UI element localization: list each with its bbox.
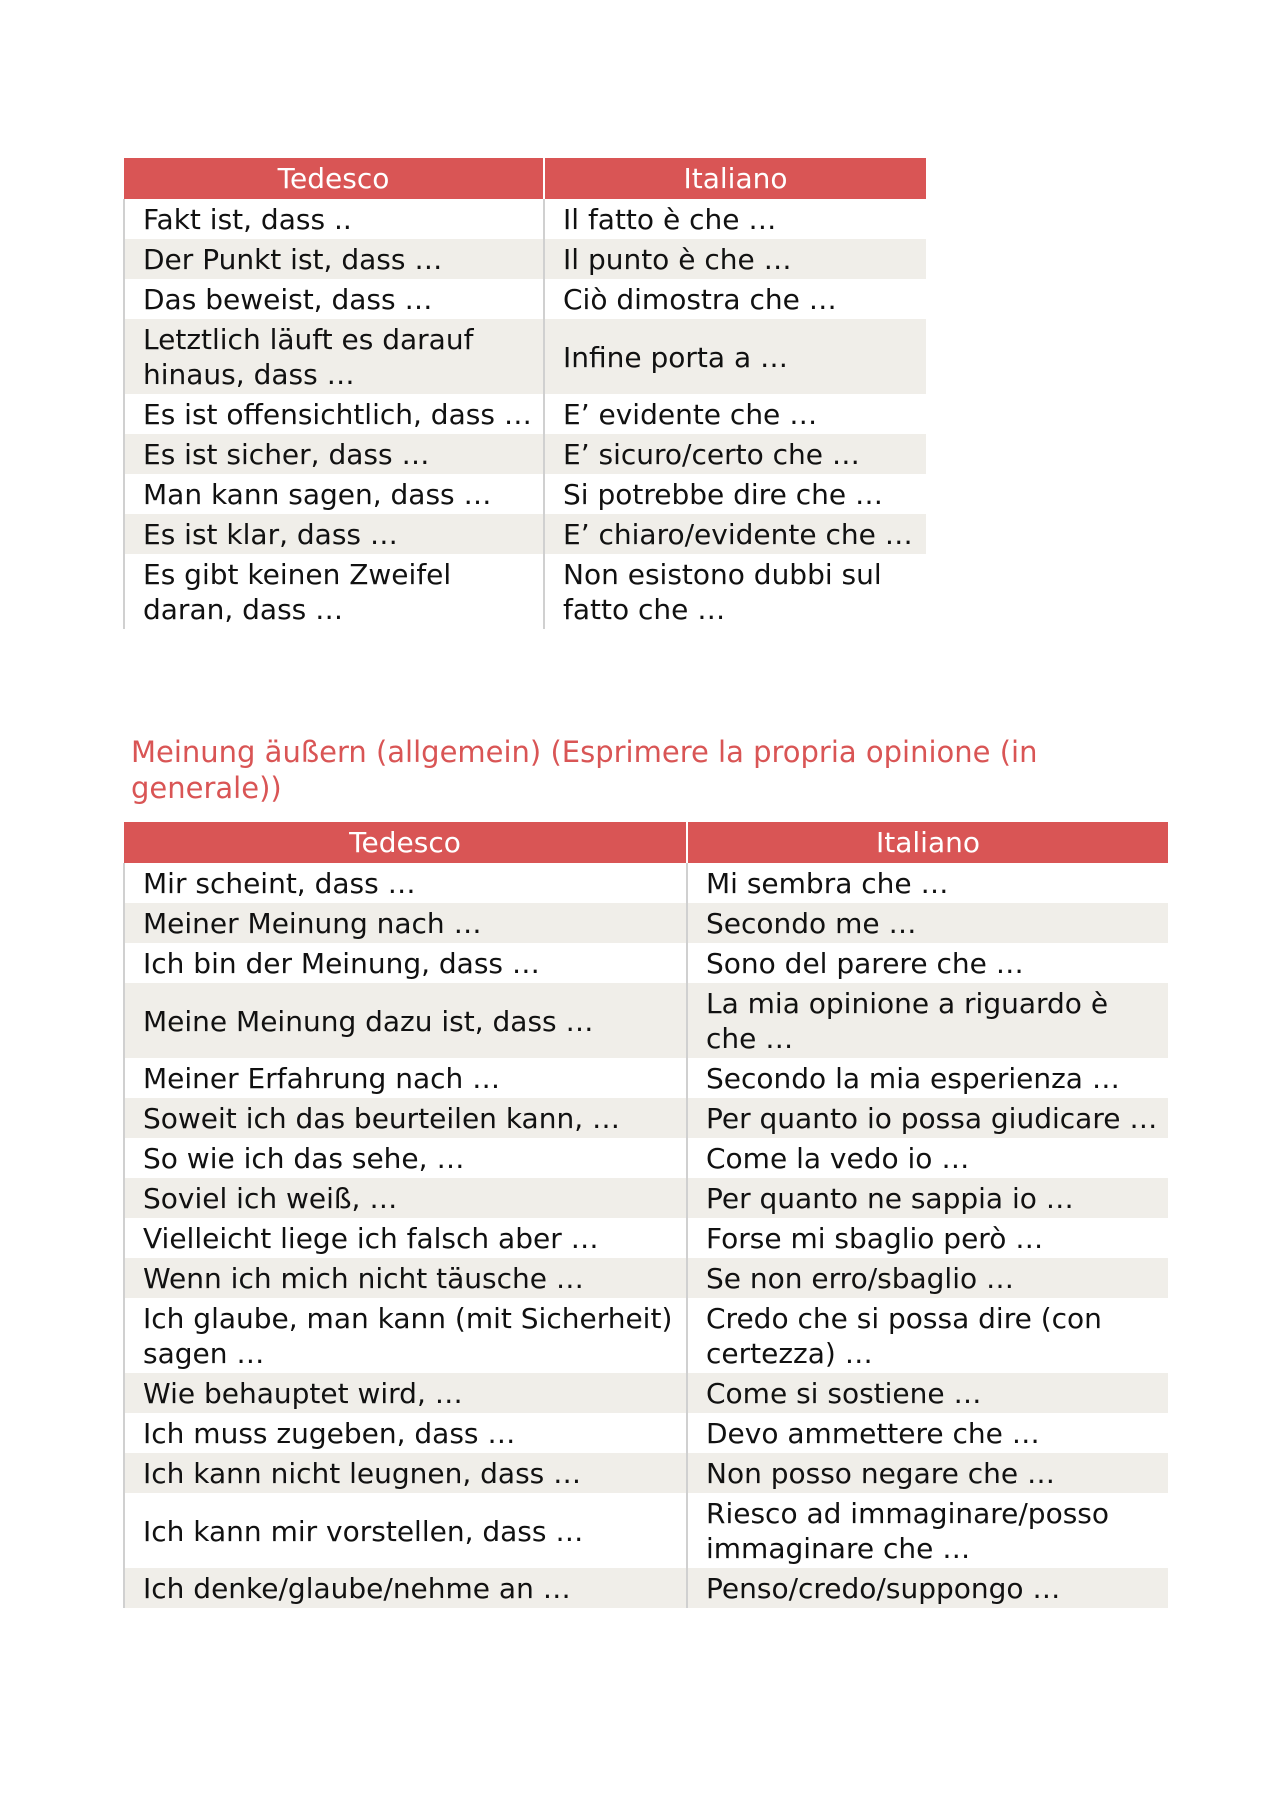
italian-phrase: Riesco ad immaginare/posso immaginare che … (687, 1493, 1168, 1568)
german-phrase: Das beweist, dass … (124, 279, 544, 319)
table-row (124, 1298, 1168, 1373)
german-phrase: Der Punkt ist, dass … (124, 239, 544, 279)
italian-phrase: Ciò dimostra che … (544, 279, 926, 319)
phrase-table-1 (123, 158, 926, 629)
german-phrase: Fakt ist, dass .. (124, 199, 544, 239)
italian-phrase: Se non erro/sbaglio … (687, 1258, 1168, 1298)
german-phrase: Ich glaube, man kann (mit Sicherheit) sagen … (124, 1298, 687, 1373)
section-heading: Meinung äußern (allgemein) (Esprimere la propria opinione (in generale)) (131, 735, 1038, 805)
italian-phrase: Come si sostiene … (687, 1373, 1168, 1413)
table-row (124, 1178, 1168, 1218)
table-row (124, 474, 926, 514)
italian-phrase: Devo ammettere che … (687, 1413, 1168, 1453)
table-row (124, 863, 1168, 903)
german-phrase: Ich kann nicht leugnen, dass … (124, 1453, 687, 1493)
italian-phrase: Penso/credo/suppongo … (687, 1568, 1168, 1608)
italian-phrase: Secondo la mia esperienza … (687, 1058, 1168, 1098)
german-phrase: Letztlich läuft es darauf hinaus, dass … (124, 319, 544, 394)
italian-phrase: Non esistono dubbi sul fatto che … (544, 554, 926, 629)
table-row (124, 1453, 1168, 1493)
german-phrase: Mir scheint, dass … (124, 863, 687, 903)
german-phrase: Ich bin der Meinung, dass … (124, 943, 687, 983)
german-phrase: Meiner Erfahrung nach … (124, 1058, 687, 1098)
table-row (124, 199, 926, 239)
column-header-german: Tedesco (124, 158, 544, 199)
table-row (124, 1493, 1168, 1568)
italian-phrase: La mia opinione a riguardo è che … (687, 983, 1168, 1058)
table-row (124, 279, 926, 319)
table-row (124, 1138, 1168, 1178)
german-phrase: Meiner Meinung nach … (124, 903, 687, 943)
italian-phrase: Sono del parere che … (687, 943, 1168, 983)
italian-phrase: E’ evidente che … (544, 394, 926, 434)
italian-phrase: Secondo me … (687, 903, 1168, 943)
german-phrase: Soviel ich weiß, … (124, 1178, 687, 1218)
italian-phrase: Infine porta a … (544, 319, 926, 394)
italian-phrase: Forse mi sbaglio però … (687, 1218, 1168, 1258)
table-header-row (124, 158, 926, 199)
italian-phrase: Mi sembra che … (687, 863, 1168, 903)
german-phrase: Wie behauptet wird, … (124, 1373, 687, 1413)
table-row (124, 1098, 1168, 1138)
german-phrase: So wie ich das sehe, … (124, 1138, 687, 1178)
german-phrase: Man kann sagen, dass … (124, 474, 544, 514)
german-phrase: Soweit ich das beurteilen kann, … (124, 1098, 687, 1138)
italian-phrase: Per quanto ne sappia io … (687, 1178, 1168, 1218)
italian-phrase: E’ sicuro/certo che … (544, 434, 926, 474)
phrase-table-2 (123, 822, 1168, 1608)
german-phrase: Es gibt keinen Zweifel daran, dass … (124, 554, 544, 629)
table-row (124, 239, 926, 279)
table-row (124, 514, 926, 554)
table-row (124, 1058, 1168, 1098)
italian-phrase: Non posso negare che … (687, 1453, 1168, 1493)
italian-phrase: Per quanto io possa giudicare … (687, 1098, 1168, 1138)
table-row (124, 1373, 1168, 1413)
german-phrase: Es ist sicher, dass … (124, 434, 544, 474)
table-row (124, 903, 1168, 943)
italian-phrase: Il fatto è che … (544, 199, 926, 239)
table-row (124, 434, 926, 474)
table-row (124, 983, 1168, 1058)
italian-phrase: E’ chiaro/evidente che … (544, 514, 926, 554)
italian-phrase: Come la vedo io … (687, 1138, 1168, 1178)
table-row (124, 1568, 1168, 1608)
table-row (124, 554, 926, 629)
column-header-italian: Italiano (544, 158, 926, 199)
german-phrase: Ich muss zugeben, dass … (124, 1413, 687, 1453)
german-phrase: Meine Meinung dazu ist, dass … (124, 983, 687, 1058)
table-row (124, 1413, 1168, 1453)
table-header-row (124, 822, 1168, 863)
table-row (124, 394, 926, 434)
german-phrase: Ich kann mir vorstellen, dass … (124, 1493, 687, 1568)
table-row (124, 319, 926, 394)
table-row (124, 1258, 1168, 1298)
german-phrase: Wenn ich mich nicht täusche … (124, 1258, 687, 1298)
italian-phrase: Il punto è che … (544, 239, 926, 279)
german-phrase: Es ist offensichtlich, dass … (124, 394, 544, 434)
german-phrase: Vielleicht liege ich falsch aber … (124, 1218, 687, 1258)
table-row (124, 943, 1168, 983)
italian-phrase: Credo che si possa dire (con certezza) … (687, 1298, 1168, 1373)
german-phrase: Ich denke/glaube/nehme an … (124, 1568, 687, 1608)
column-header-german: Tedesco (124, 822, 687, 863)
german-phrase: Es ist klar, dass … (124, 514, 544, 554)
column-header-italian: Italiano (687, 822, 1168, 863)
table-row (124, 1218, 1168, 1258)
italian-phrase: Si potrebbe dire che … (544, 474, 926, 514)
